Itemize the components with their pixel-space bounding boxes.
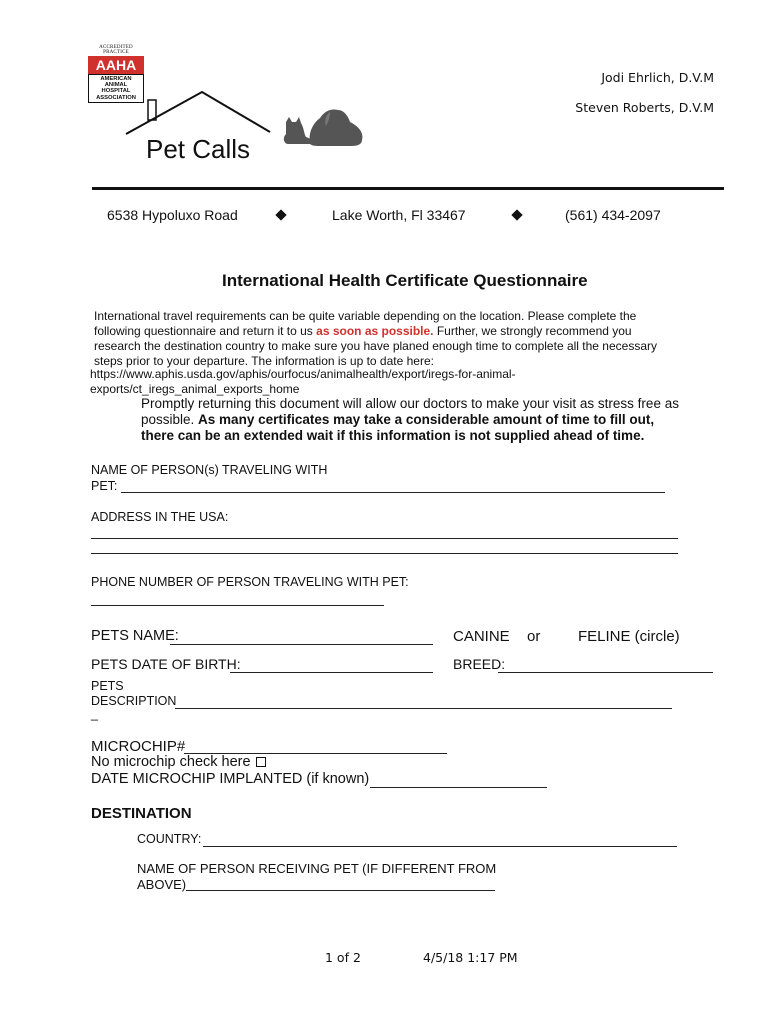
description-field-2[interactable]: _ [91, 707, 98, 721]
feline-option[interactable]: FELINE (circle) [578, 628, 680, 645]
logo-line: HOSPITAL [101, 88, 131, 95]
page-title: International Health Certificate Questionnaire [222, 271, 588, 290]
no-microchip-checkbox[interactable] [256, 757, 266, 767]
aaha-text: AAHA [95, 57, 137, 73]
doctor-2: Steven Roberts, D.V.M [575, 100, 714, 115]
phone-label: PHONE NUMBER OF PERSON TRAVELING WITH PET: [91, 575, 409, 589]
no-microchip-label: No microchip check here [91, 754, 251, 770]
breed-field[interactable] [498, 656, 713, 673]
microchip-field[interactable] [184, 737, 447, 754]
intro-line: International travel requirements can be quite variable depending on the location. Please complete the [94, 309, 637, 323]
brand-name: Pet Calls [146, 134, 251, 164]
traveler-name-label-2: PET: [91, 479, 118, 493]
contact-address: 6538 Hypoluxo Road [107, 207, 238, 223]
traveler-name-label: NAME OF PERSON(s) TRAVELING WITH [91, 463, 328, 477]
cat-dog-icon [280, 104, 372, 150]
description-label: PETS [91, 679, 124, 693]
breed-label: BREED: [453, 656, 506, 672]
or-text: or [527, 628, 541, 645]
traveler-name-field[interactable] [121, 478, 665, 493]
pets-name-label: PETS NAME: [91, 628, 179, 644]
contact-phone: (561) 434-2097 [565, 207, 661, 223]
logo-line: AMERICAN [100, 76, 132, 82]
asap-highlight: as soon as possible. [316, 324, 434, 338]
description-label-2: DESCRIPTION [91, 694, 177, 708]
prompt-line: Promptly returning this document will allow our doctors to make your visit as stress free as [141, 396, 679, 411]
country-field[interactable] [203, 832, 677, 847]
page-number: 1 of 2 [325, 950, 361, 965]
canine-option[interactable]: CANINE [453, 628, 510, 645]
prompt-text: possible. [141, 412, 199, 427]
intro-paragraph [94, 309, 734, 369]
no-microchip-row [91, 754, 266, 770]
prompt-bold: As many certificates may take a considerable amount of time to fill out, [198, 412, 655, 427]
logo-line: ANIMAL [104, 82, 128, 89]
phone-field[interactable] [91, 591, 384, 606]
separator-diamond-icon [511, 209, 522, 220]
pets-name-field[interactable] [170, 628, 433, 645]
implant-date-label: DATE MICROCHIP IMPLANTED (if known) [91, 771, 370, 787]
receiver-label-2: ABOVE) [137, 877, 187, 892]
address-field-line-1[interactable] [91, 524, 678, 539]
receiver-field[interactable] [186, 876, 495, 891]
intro-line [94, 324, 734, 339]
doctor-1: Jodi Ehrlich, D.V.M [601, 70, 714, 85]
implant-date-field[interactable] [370, 771, 547, 788]
aphis-url[interactable] [90, 367, 730, 397]
intro-text: following questionnaire and return it to us [94, 324, 317, 338]
intro-text: Further, we strongly recommend you [433, 324, 632, 338]
dob-field[interactable] [230, 656, 433, 673]
aaha-mark [88, 56, 144, 74]
intro-line: research the destination country to make sure you have planed enough time to complete all the necessary [94, 339, 657, 353]
contact-city: Lake Worth, Fl 33467 [332, 207, 466, 223]
address-field-line-2[interactable] [91, 539, 678, 554]
prompt-paragraph [141, 396, 741, 444]
microchip-label: MICROCHIP# [91, 738, 186, 755]
url-line[interactable]: https://www.aphis.usda.gov/aphis/ourfocus/animalhealth/export/iregs-for-animal- [90, 367, 516, 381]
prompt-line [141, 412, 741, 428]
prompt-line: there can be an extended wait if this information is not supplied ahead of time. [141, 428, 645, 443]
country-label: COUNTRY: [137, 832, 202, 846]
accredited-text: ACCREDITED PRACTICE [99, 45, 133, 55]
destination-heading: DESTINATION [91, 805, 192, 822]
intro-line: steps prior to your departure. The information is up to date here: [94, 354, 434, 368]
print-timestamp: 4/5/18 1:17 PM [423, 950, 518, 965]
dob-label: PETS DATE OF BIRTH: [91, 656, 241, 672]
address-label: ADDRESS IN THE USA: [91, 510, 229, 524]
description-field[interactable] [175, 694, 672, 709]
logo-line: ASSOCIATION [96, 94, 136, 101]
header-divider [92, 187, 724, 190]
url-line[interactable]: exports/ct_iregs_animal_exports_home [90, 382, 300, 396]
separator-diamond-icon [275, 209, 286, 220]
receiver-label: NAME OF PERSON RECEIVING PET (IF DIFFERENT FROM [137, 861, 497, 876]
